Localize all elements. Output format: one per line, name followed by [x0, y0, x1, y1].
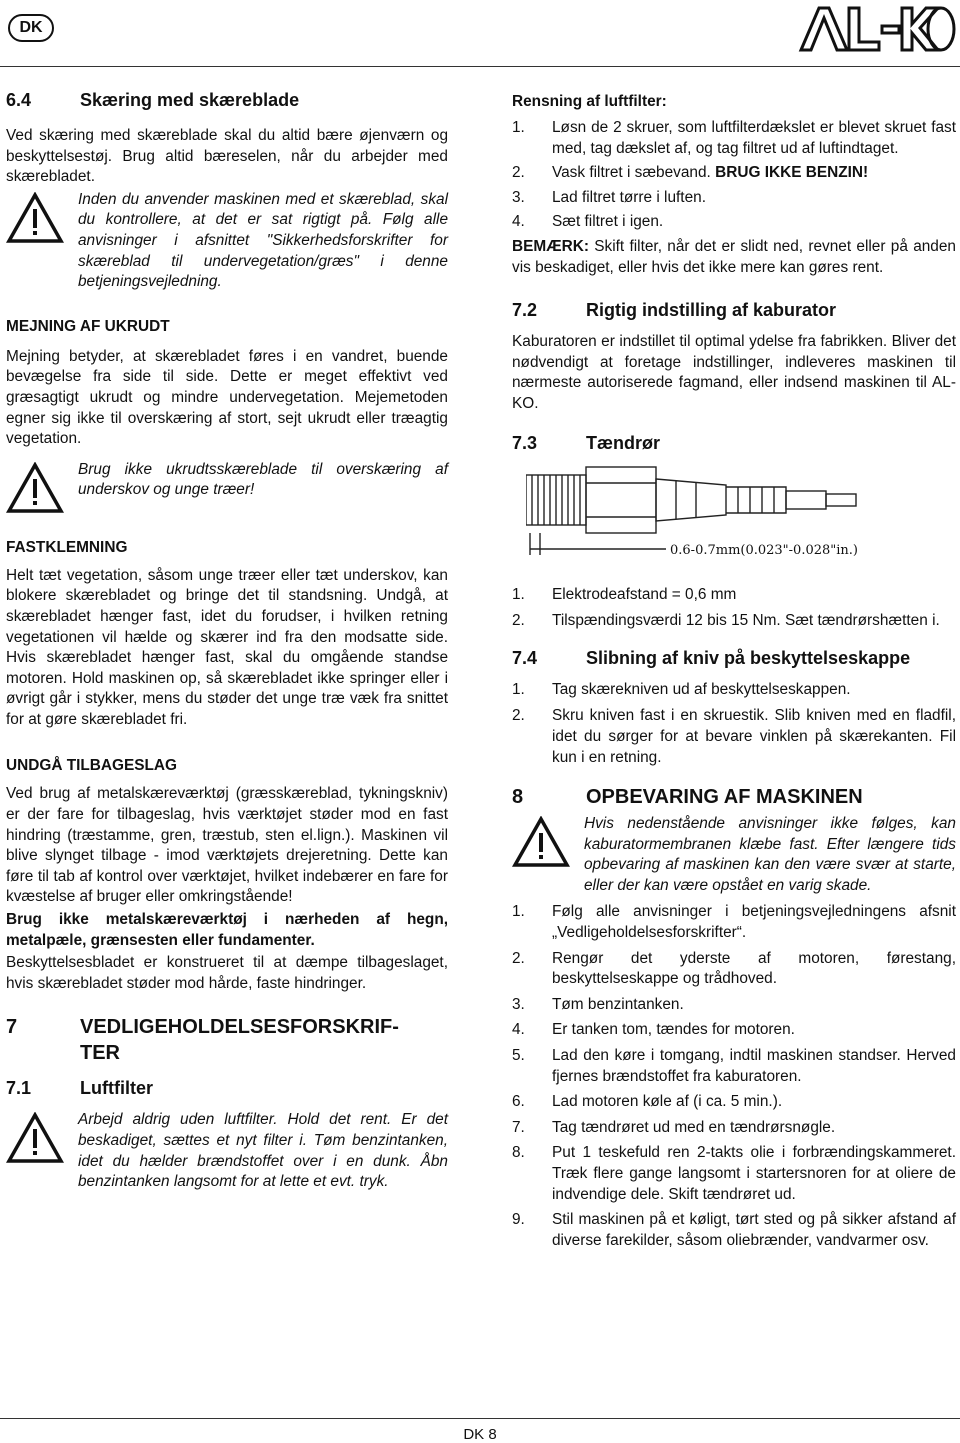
list-item: 4. Sæt filtret i igen. — [512, 213, 664, 231]
list-item: 4. Er tanken tom, tændes for motoren. — [512, 1021, 795, 1039]
section-7-heading — [6, 1014, 448, 1066]
section-number: 7.1 — [6, 1078, 32, 1099]
section-number: 7 — [6, 1016, 18, 1039]
left-column — [6, 88, 448, 1193]
section-7-3-heading — [512, 431, 956, 455]
beskyttelse-text: Beskyttelsesbladet er konstrueret til at dæmpe tilbageslaget, hvis skærebladet støder mod hårde, faste hindringer. — [6, 954, 448, 992]
section-8-steps — [512, 902, 956, 1251]
warning-underskov — [6, 460, 448, 514]
list-item: 1. Løsn de 2 skruer, som luftfilterdækslet er blevet skruet fast med, tag dækslet af, og tag filtret ud af luftindtaget. — [512, 119, 956, 157]
section-7-4-steps — [512, 680, 956, 768]
section-number: 7.4 — [512, 647, 538, 668]
section-title: Slibning af kniv på beskyttelseskappe — [586, 647, 911, 668]
undga-bold-warning: Brug ikke metalskæreværktøj i nærheden af hegn, metalpæle, grænsesten eller fundamenter. — [6, 911, 448, 949]
footer-rule — [0, 1418, 960, 1419]
mejning-text: Mejning betyder, at skærebladet føres i en vandret, buende bevægelse fra side til side. Dette er meget effektivt ved græsagtigt ukrudt og mindre undervegetation. Mejemetoden egner sig ikke til overskæring af stort, sejt ukrudt eller træagtig vegetation. — [6, 347, 448, 448]
gap-label: 0.6-0.7mm(0.023"-0.028"in.) — [670, 542, 858, 558]
section-8-heading — [512, 784, 956, 810]
section-title: OPBEVARING AF MASKINEN — [586, 786, 863, 809]
al-ko-logo — [795, 2, 958, 54]
right-column — [512, 92, 956, 1251]
section-title: VEDLIGEHOLDELSESFORSKRIF-TER — [80, 1016, 399, 1065]
section-number: 6.4 — [6, 90, 32, 110]
page-number: DK 8 — [463, 1426, 497, 1443]
section-7-2-heading — [512, 298, 956, 322]
undga-heading: UNDGÅ TILBAGESLAG — [6, 757, 178, 775]
warning-blade-check — [6, 190, 448, 293]
list-item: 5. Lad den køre i tomgang, indtil maskinen standser. Herved fjernes brændstoffet fra kaburatoren. — [512, 1047, 956, 1085]
list-item: 1. Elektrodeafstand = 0,6 mm — [512, 585, 737, 603]
section-title: Luftfilter — [80, 1078, 153, 1099]
rensning-heading: Rensning af luftfilter: — [512, 93, 667, 110]
warning-text: Inden du anvender maskinen med et skæreblad, skal du kontrollere, at det er sat rigtigt på. Følg alle anvisninger i afsnittet "Sikkerhedsforskrifter for skæreblad til undervegetation/græs" i denne betjeningsvejledning. — [78, 190, 448, 291]
list-item: 3. Tøm benzintanken. — [512, 995, 684, 1013]
fastklemning-text: Helt tæt vegetation, såsom unge træer eller tæt underskov, kan blokere skærebladet og bringe det til standsning. Undgå, at skærebladet hænger fast, idet du forudser, i hvilken retning vegetationen vil hælde og skærer ind fra den modsatte side. Hvis skærebladet hænger fast, skal du omgående standse motoren. Hold maskinen op, så skærebladet ikke springer eller i øvrigt går i stykker, mens du støder det unge træ væk fra snittet for at gøre skærebladet fri. — [6, 566, 448, 728]
section-number: 8 — [512, 786, 524, 809]
list-item: 7. Tag tændrøret ud med en tændrørsnøgle. — [512, 1118, 836, 1136]
warning-opbevaring — [512, 814, 956, 896]
rensning-steps — [512, 118, 956, 233]
list-item: 1. Følg alle anvisninger i betjeningsvejledningens afsnit „Vedligeholdelsesforskrifter“. — [512, 903, 956, 942]
list-item: 9. Stil maskinen på et køligt, tørt sted og på sikker afstand af diverse farekilder, såsom oliebrænder, vandvarmer osv. — [512, 1211, 956, 1249]
spark-plug-diagram — [526, 463, 926, 575]
section-7-2-text: Kaburatoren er indstillet til optimal ydelse fra fabrikken. Bliver det nødvendigt at foretage indstillinger, indleveres maskinen til nærmeste autoriserede fagmand, eller indsend maskinen til AL-KO. — [512, 333, 956, 412]
list-item: 1. Tag skærekniven ud af beskyttelseskappen. — [512, 680, 851, 698]
undga-text: Ved brug af metalskæreværktøj (græsskæreblad, tykningskniv) er der fare for tilbageslag, hvis værktøjet støder mod en fast hindring (træstamme, gren, træstub, sten el.lign.). Maskinen vil blive slynget tilbage - imod værktøjets drejeretning. Dette kan føre til tab af kontrol over værktøjet, hvilket indebærer en fare for kvæstelse af bruger eller omkringstående! — [6, 785, 448, 906]
language-badge: DK — [8, 14, 54, 42]
list-item: 6. Lad motoren køle af (i ca. 5 min.). — [512, 1093, 783, 1111]
warning-luftfilter — [6, 1110, 448, 1192]
section-6-4-heading — [6, 88, 448, 112]
warning-triangle-icon — [512, 816, 570, 868]
list-item: 2. Tilspændingsværdi 12 bis 15 Nm. Sæt tændrørshætten i. — [512, 612, 940, 630]
mejning-heading: MEJNING AF UKRUDT — [6, 317, 170, 335]
section-title: Tændrør — [586, 432, 660, 453]
warning-text: Arbejd aldrig uden luftfilter. Hold det rent. Er det beskadiget, sættes et nyt filter i. Tøm benzintanken, idet du hælder brændstoffet over i en dunk. Åbn benzintanken langsomt for at lette et evt. tryk. — [78, 1111, 448, 1191]
section-7-3-steps — [512, 585, 956, 632]
warning-text: Hvis nedenstående anvisninger ikke følges, kan kaburatormembranen klæbe fast. Efter længere tids opbevaring af maskinen kan den være svær at starte, eller der kan være opstået en varig skade. — [584, 815, 956, 894]
list-item: 3. Lad filtret tørre i luften. — [512, 188, 706, 206]
warning-triangle-icon — [6, 462, 64, 514]
list-item: 2. Skru kniven fast i en skruestik. Slib kniven med en fladfil, idet du sørger for at bevare vinklen på skærekanten. Fil kun i en retning. — [512, 707, 956, 766]
list-item: 2. Rengør det yderste af motoren, førestang, beskyttelseskappe og trådhoved. — [512, 949, 956, 988]
list-item: 8. Put 1 teskefuld ren 2-takts olie i forbrændingskammeret. Træk flere gange langsomt i startersnoren for at oliere de indvendige dele. Skift tændrøret ud. — [512, 1144, 956, 1203]
section-7-1-heading — [6, 1076, 448, 1100]
section-6-4-intro: Ved skæring med skæreblade skal du altid bære øjenværn og beskyttelsestøj. Brug altid bæreselen, når du arbejder med skærebladet. — [6, 127, 448, 186]
warning-triangle-icon — [6, 192, 64, 244]
list-item: 2. Vask filtret i sæbevand. BRUG IKKE BENZIN! — [512, 164, 869, 182]
warning-text: Brug ikke ukrudtsskæreblade til overskæring af underskov og unge træer! — [78, 460, 448, 499]
section-7-4-heading — [512, 646, 956, 670]
bemaerk-note: BEMÆRK: Skift filter, når det er slidt ned, revnet eller på anden vis beskadiget, eller hvis det ikke mere kan gøres rent. — [512, 237, 956, 276]
warning-triangle-icon — [6, 1112, 64, 1164]
section-title: Rigtig indstilling af kaburator — [586, 300, 837, 321]
section-number: 7.2 — [512, 300, 538, 321]
header-rule — [0, 66, 960, 67]
fastklemning-heading: FASTKLEMNING — [6, 538, 128, 556]
section-title: Skæring med skæreblade — [80, 90, 300, 110]
section-number: 7.3 — [512, 432, 538, 453]
